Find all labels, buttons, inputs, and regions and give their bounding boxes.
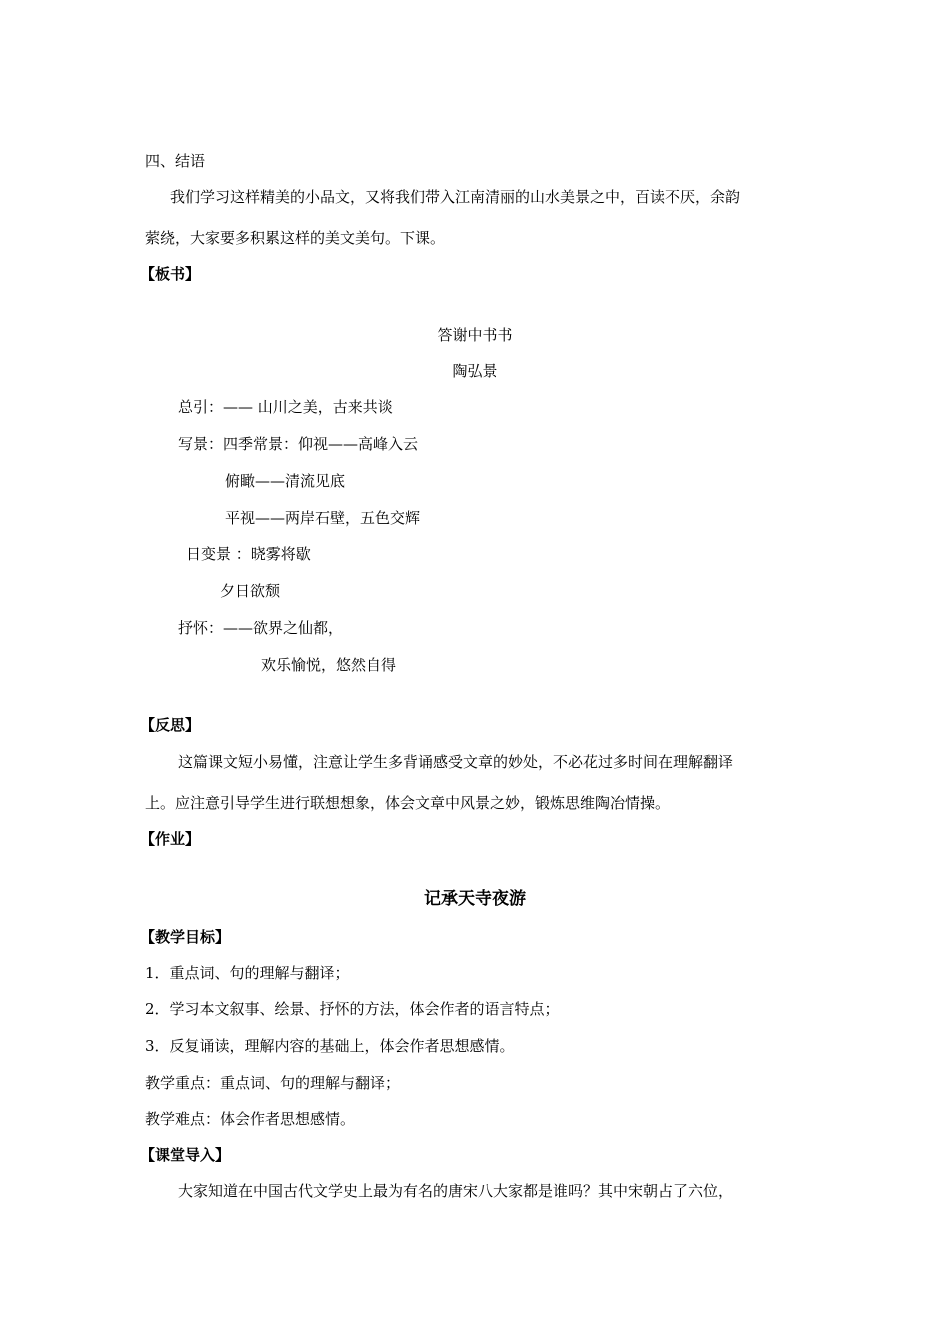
board-line-overlook: 俯瞰——清流见底 [225,472,346,490]
teaching-key-point: 教学重点：重点词、句的理解与翻译； [145,1074,401,1092]
conclusion-paragraph-line-2: 萦绕，大家要多积累这样的美文美句。下课。 [145,229,446,247]
lesson-title: 记承天寺夜游 [424,889,526,909]
board-line-scenery: 写景：四季常景：仰视——高峰入云 [178,435,419,453]
board-line-joy: 欢乐愉悦，悠然自得 [261,656,397,674]
board-line-daily-change: 日变景 ：晓雾将歇 [186,545,311,563]
board-label: 【板书】 [140,265,201,283]
objectives-label: 【教学目标】 [140,928,231,946]
board-line-feeling: 抒怀：——欲界之仙都， [178,619,344,637]
section-heading-conclusion: 四、结语 [145,152,206,170]
objective-item-2: 2．学习本文叙事、绘景、抒怀的方法，体会作者的语言特点； [145,1000,560,1018]
reflection-line-2: 上。应注意引导学生进行联想想象，体会文章中风景之妙，锻炼思维陶冶情操。 [145,794,671,812]
objective-item-1: 1．重点词、句的理解与翻译； [145,964,350,982]
intro-line-1: 大家知道在中国古代文学史上最为有名的唐宋八大家都是谁吗？其中宋朝占了六位， [178,1182,734,1200]
intro-label: 【课堂导入】 [140,1146,231,1164]
board-line-level-view: 平视——两岸石壁，五色交辉 [225,509,421,527]
reflection-label: 【反思】 [140,716,201,734]
board-author: 陶弘景 [452,362,498,380]
board-line-sunset: 夕日欲颓 [220,582,281,600]
objective-item-3: 3．反复诵读，理解内容的基础上，体会作者思想感情。 [145,1037,515,1055]
reflection-line-1: 这篇课文短小易懂，注意让学生多背诵感受文章的妙处，不必花过多时间在理解翻译 [178,753,734,771]
board-title: 答谢中书书 [437,326,513,344]
board-line-intro: 总引：—— 山川之美，古来共谈 [178,398,393,416]
homework-label: 【作业】 [140,830,201,848]
conclusion-paragraph-line-1: 我们学习这样精美的小品文，又将我们带入江南清丽的山水美景之中，百读不厌，余韵 [170,188,741,206]
teaching-difficulty: 教学难点：体会作者思想感情。 [145,1110,356,1128]
